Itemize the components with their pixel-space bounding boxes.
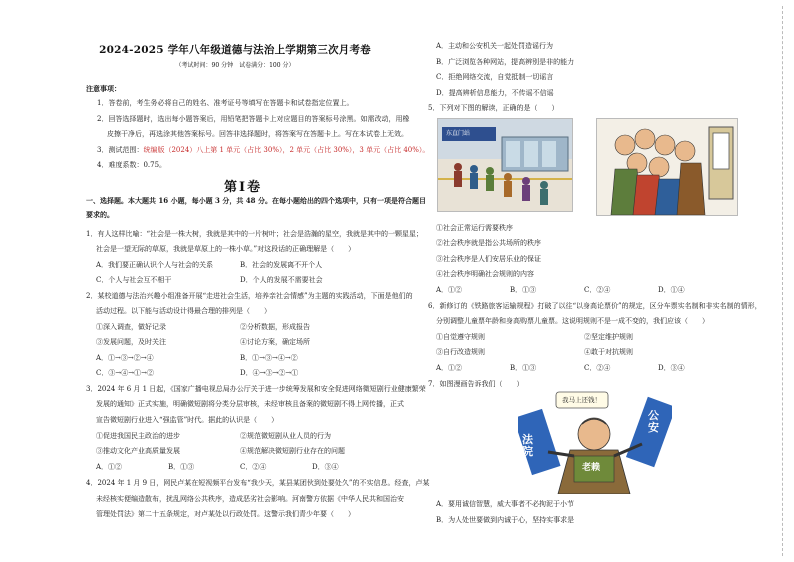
q3-option-d: D．③④: [312, 463, 339, 471]
q2-option-a: A．①→③→②→④: [96, 354, 154, 362]
q2-stem-cont: 活动过程。以下能与活动设计得最合理的排列是（ ）: [96, 307, 271, 315]
q6-stem: 6．新修订的《铁路旅客运输规程》打破了以往“以身高论票价”的规定，区分车票实名制和非实名制的情形，: [428, 302, 762, 310]
q7-label-debtor: 老赖: [582, 463, 601, 473]
notice-item-1: 1．答卷前，考生务必将自己的姓名、准考证号等填写在答题卡和试卷指定位置上。: [97, 99, 354, 107]
q4-option-d: D．提高辨析信息能力，不传谣不信谣: [436, 89, 554, 97]
q1-option-d: D．个人的发展不需要社会: [240, 276, 323, 284]
q5-option-c: C．②④: [584, 286, 611, 294]
exam-title: 2024-2025 学年八年级道德与法治上学期第三次月考卷: [99, 44, 371, 56]
debtor-cartoon: [518, 390, 672, 494]
notice-heading: 注意事项：: [86, 84, 121, 93]
q3-stmt-2: ②规范微短剧从业人员的行为: [240, 432, 331, 440]
q5-option-b: B．①③: [510, 286, 537, 294]
q5-stmt-4: ④社会秩序明确社会规则的内容: [436, 270, 534, 278]
q2-step-1: ①深入调查，做好记录: [96, 323, 166, 331]
notice-scope-highlight: 统编版（2024）八上第 1 单元（占比 30%），2 单元（占比 30%），3 单元（占比 40%）。: [143, 146, 430, 154]
q3-stem-cont-1: 发展的通知》正式实施，明确微短剧将分类分层审核，未经审核且备案的微短剧不得上网传播，正式: [96, 400, 404, 408]
notice-item-2: 2．回答选择题时，选出每小题答案后，用铅笔把答题卡上对应题目的答案标号涂黑。如需改动，用橡: [97, 115, 410, 123]
section-instruction-cont: 要求的。: [86, 210, 114, 219]
q6-option-a: A．①②: [436, 364, 463, 372]
q2-option-c: C．③→④→①→②: [96, 369, 154, 377]
q3-option-a: A．①②: [96, 463, 123, 471]
q6-stmt-3: ③自行改造规则: [436, 348, 485, 356]
q5-stmt-2: ②社会秩序就是指公共场所的秩序: [436, 239, 541, 247]
q2-step-2: ②分析数据，形成报告: [240, 323, 310, 331]
q3-option-c: C．②④: [240, 463, 267, 471]
q5-image-subway: [437, 118, 573, 212]
q3-stem: 3．2024 年 6 月 1 日起，《国家广播电视总局办公厅关于进一步统筹发展和安全促进网络微短剧行业健康繁荣: [86, 385, 426, 393]
q4-stem-cont-2: 管理处罚法》第二十五条规定，对卢某处以行政处罚。这警示我们青少年要（ ）: [96, 510, 355, 518]
q6-stmt-4: ④敢于对抗规则: [584, 348, 633, 356]
exam-subtitle: （考试时间：90 分钟 试卷满分：100 分）: [175, 62, 295, 69]
q4-stem: 4．2024 年 1 月 9 日，网民卢某在短视频平台发布“我少天，某县某团伙到处要处久”的不实信息。经查，卢某: [86, 479, 430, 487]
q2-option-b: B．①→③→④→②: [240, 354, 298, 362]
q6-option-d: D．③④: [658, 364, 685, 372]
q2-option-d: D．④→③→②→①: [240, 369, 299, 377]
q1-option-b: B．社会的发展离不开个人: [240, 261, 323, 269]
q2-stem: 2．某校道德与法治兴趣小组准备开展“走进社会生活，培养亲社会情感”为主题的实践活动，下面是他们的: [86, 292, 413, 300]
q3-stmt-4: ④规范解决微短剧行业存在的问题: [240, 447, 345, 455]
q7-label-court: 法院: [522, 433, 533, 458]
q6-option-c: C．②④: [584, 364, 611, 372]
q2-step-3: ③发展问题，及时关注: [96, 338, 166, 346]
q6-stmt-2: ②坚定维护规则: [584, 333, 633, 341]
q1-option-c: C．个人与社会互不相干: [96, 276, 172, 284]
q6-stem-cont: 分别调整儿童票年龄和身高购票儿童票。这说明规则不是一成不变的，我们应该（ ）: [436, 317, 709, 325]
q3-stem-cont-2: 宣告微短剧行业进入“强监管”时代。据此的认识是（ ）: [96, 416, 279, 424]
q6-stmt-1: ①自觉遵守规则: [436, 333, 485, 341]
notice-item-2-cont: 皮擦干净后，再选涂其他答案标号。回答非选择题时，将答案写在答题卡上。写在本试卷上无效。: [107, 130, 408, 138]
q7-stem: 7．如图漫画告诉我们（ ）: [428, 380, 524, 388]
q7-option-a: A．要用诚信智慧，威大事者不必拘泥于小节: [436, 500, 575, 508]
q5-image-sign: 东直门站: [446, 130, 471, 137]
crowd-illustration: [597, 119, 737, 215]
q1-option-a: A．我们要正确认识个人与社会的关系: [96, 261, 214, 269]
q5-option-a: A．①②: [436, 286, 463, 294]
q3-stmt-1: ①促进我国民主政治的进步: [96, 432, 180, 440]
q5-stmt-3: ③社会秩序是人们安居乐业的保证: [436, 255, 541, 263]
binding-line: [782, 6, 783, 556]
q2-step-4: ④讨论方案，确定场所: [240, 338, 310, 346]
q5-option-d: D．①④: [658, 286, 685, 294]
q4-option-a: A．主动和公安机关一起处罚造谣行为: [436, 42, 554, 50]
q7-option-b: B．为人处世要做到内诚于心，坚持实事求是: [436, 516, 575, 524]
q3-stmt-3: ③推动文化产业高质量发展: [96, 447, 180, 455]
notice-item-4: 4．难度系数：0.75。: [97, 161, 167, 169]
q4-option-b: B．广泛浏览各种网站，提高辨别是非的能力: [436, 58, 575, 66]
q5-stem: 5．下列对下图的解读，正确的是（ ）: [428, 104, 559, 112]
q7-label-police: 公安: [648, 409, 659, 434]
notice-item-3: [97, 146, 429, 155]
q7-cartoon: [518, 390, 672, 494]
notice-scope-prefix: 3．测试范围：: [97, 146, 144, 154]
q1-stem: 1．有人这样比喻：“社会是一株大树，我就是其中的一片树叶；社会是浩瀚的星空，我就是其中的一颗星星；: [86, 230, 424, 238]
q4-stem-cont-1: 未经核实便编造散布，扰乱网络公共秩序，造成恶劣社会影响。河南警方依据《中华人民共和国治安: [96, 495, 404, 503]
section-title: 第Ⅰ卷: [224, 180, 263, 195]
q5-stmt-1: ①社会正常运行需要秩序: [436, 224, 513, 232]
q1-stem-cont: 社会是一望无际的草原，我就是草原上的一株小草。”对这段话的正确理解是（ ）: [96, 245, 356, 253]
section-instruction: 一、选择题。本大题共 16 小题，每小题 3 分，共 48 分。在每小题给出的四个选项中，只有一项是符合题目: [86, 196, 426, 205]
q3-option-b: B．①③: [168, 463, 195, 471]
q5-image-crowd: [596, 118, 738, 216]
q4-option-c: C．拒绝网络交流，自觉抵制一切谣言: [436, 73, 554, 81]
q6-option-b: B．①③: [510, 364, 537, 372]
q7-speech-bubble: 我马上还钱！: [562, 396, 601, 404]
